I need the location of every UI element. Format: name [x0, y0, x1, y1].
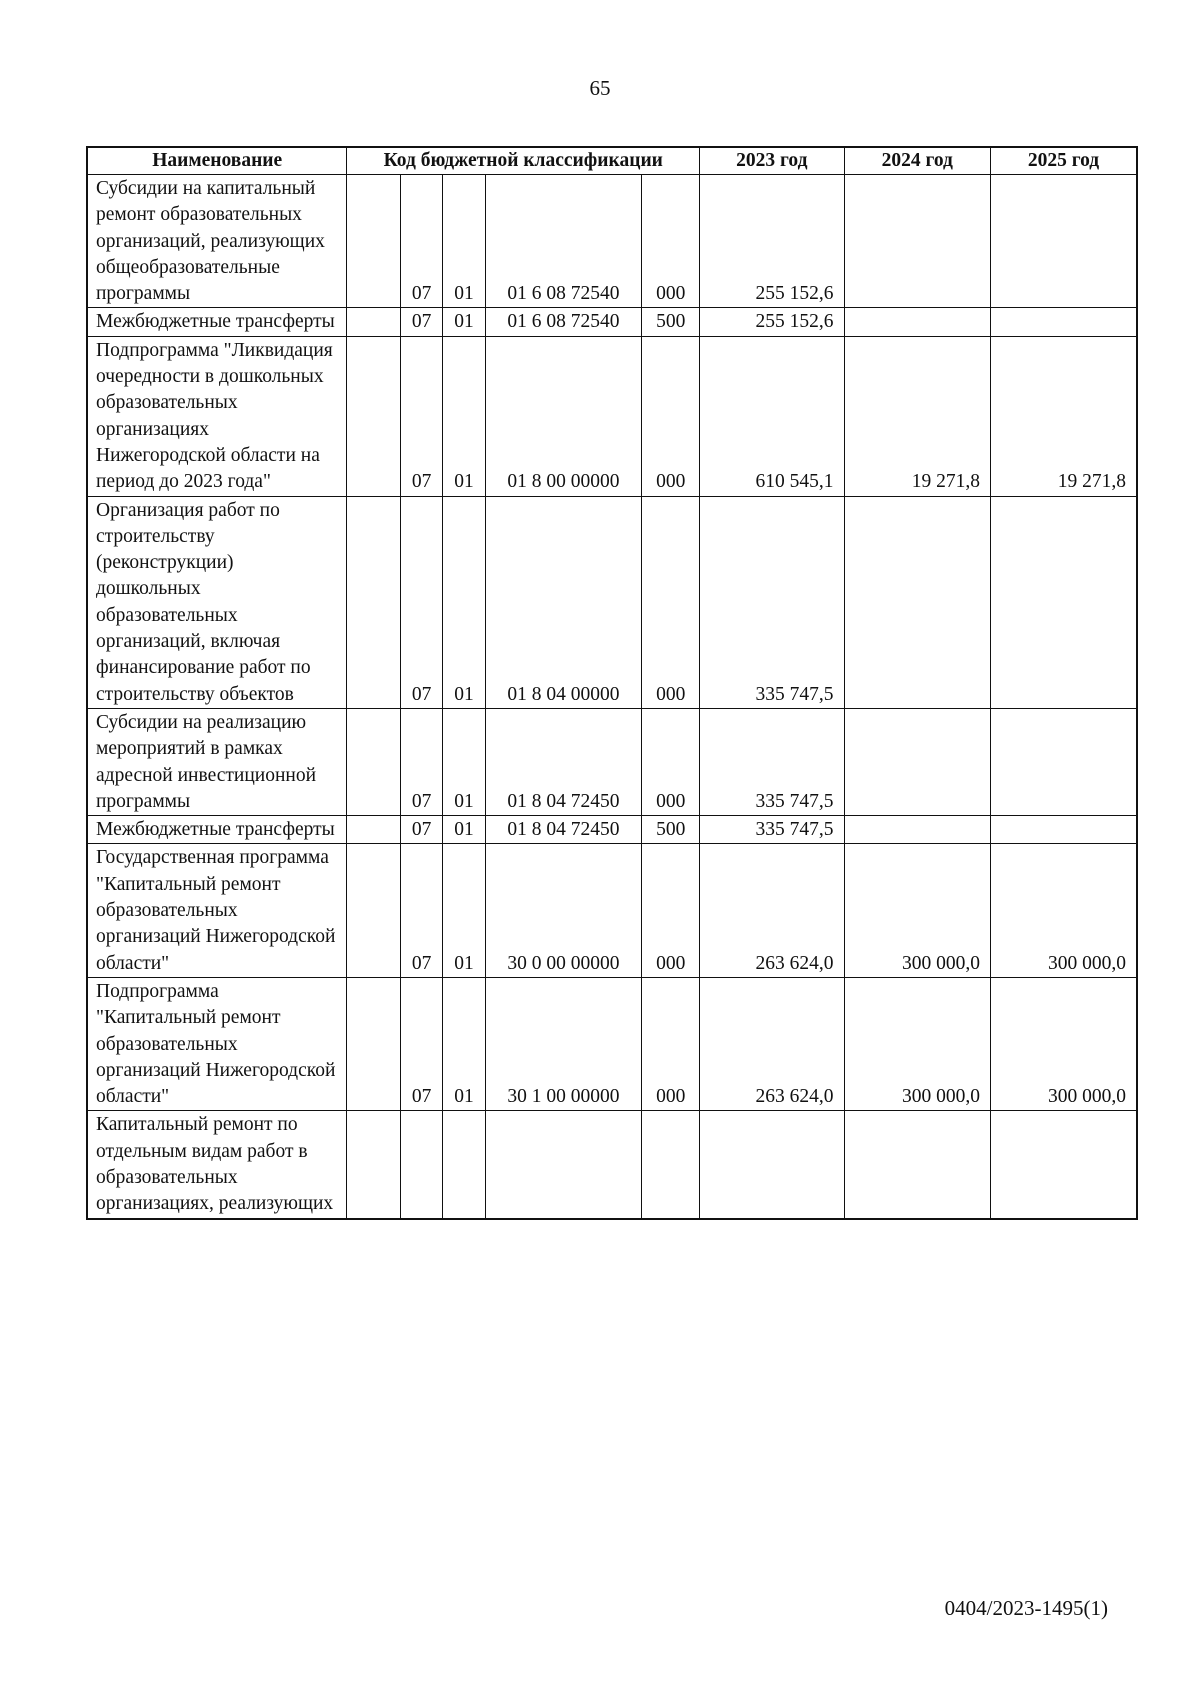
table-row — [87, 708, 1137, 815]
row-section: 07 — [401, 708, 443, 815]
header-2023: 2023 год — [700, 147, 844, 175]
row-target-article: 30 0 00 00000 — [485, 844, 642, 977]
row-amount-2025: 19 271,8 — [990, 336, 1137, 496]
row-code-blank — [347, 336, 401, 496]
row-code-blank — [347, 844, 401, 977]
row-amount-2023 — [700, 1111, 844, 1219]
row-expense-type: 000 — [642, 175, 700, 308]
row-section: 07 — [401, 308, 443, 336]
row-name: Межбюджетные трансферты — [87, 308, 347, 336]
row-expense-type: 000 — [642, 496, 700, 708]
row-amount-2025 — [990, 308, 1137, 336]
row-name: Субсидии на капитальный ремонт образовательных организаций, реализующих общеобразовательные программы — [87, 175, 347, 308]
table-row — [87, 175, 1137, 308]
table-row — [87, 816, 1137, 844]
header-2024: 2024 год — [844, 147, 990, 175]
row-amount-2023: 335 747,5 — [700, 708, 844, 815]
row-expense-type: 000 — [642, 336, 700, 496]
row-amount-2025: 300 000,0 — [990, 977, 1137, 1110]
table-row — [87, 336, 1137, 496]
row-amount-2023: 335 747,5 — [700, 496, 844, 708]
table-row — [87, 1111, 1137, 1219]
budget-table — [86, 146, 1138, 1220]
row-code-blank — [347, 977, 401, 1110]
table-row — [87, 977, 1137, 1110]
row-subsection: 01 — [443, 308, 485, 336]
row-amount-2023: 263 624,0 — [700, 977, 844, 1110]
row-section: 07 — [401, 175, 443, 308]
row-amount-2024 — [844, 308, 990, 336]
row-code-blank — [347, 308, 401, 336]
row-amount-2025 — [990, 1111, 1137, 1219]
row-amount-2023: 255 152,6 — [700, 308, 844, 336]
row-name: Государственная программа "Капитальный ремонт образовательных организаций Нижегородской области" — [87, 844, 347, 977]
row-amount-2024: 300 000,0 — [844, 977, 990, 1110]
row-name: Подпрограмма "Капитальный ремонт образовательных организаций Нижегородской области" — [87, 977, 347, 1110]
row-subsection: 01 — [443, 977, 485, 1110]
row-target-article: 01 6 08 72540 — [485, 175, 642, 308]
table-row — [87, 496, 1137, 708]
header-2025: 2025 год — [990, 147, 1137, 175]
row-name: Субсидии на реализацию мероприятий в рамках адресной инвестиционной программы — [87, 708, 347, 815]
row-section: 07 — [401, 336, 443, 496]
row-subsection: 01 — [443, 336, 485, 496]
row-code-blank — [347, 175, 401, 308]
document-id: 0404/2023-1495(1) — [944, 1596, 1108, 1620]
row-subsection: 01 — [443, 708, 485, 815]
row-amount-2024: 19 271,8 — [844, 336, 990, 496]
row-amount-2024 — [844, 1111, 990, 1219]
row-expense-type — [642, 1111, 700, 1219]
row-subsection: 01 — [443, 496, 485, 708]
row-target-article: 01 8 00 00000 — [485, 336, 642, 496]
row-amount-2023: 255 152,6 — [700, 175, 844, 308]
row-code-blank — [347, 496, 401, 708]
row-amount-2025 — [990, 496, 1137, 708]
row-amount-2023: 335 747,5 — [700, 816, 844, 844]
row-subsection: 01 — [443, 175, 485, 308]
row-amount-2023: 263 624,0 — [700, 844, 844, 977]
row-expense-type: 000 — [642, 708, 700, 815]
row-target-article: 30 1 00 00000 — [485, 977, 642, 1110]
row-subsection: 01 — [443, 816, 485, 844]
row-section: 07 — [401, 496, 443, 708]
row-target-article — [485, 1111, 642, 1219]
row-target-article: 01 6 08 72540 — [485, 308, 642, 336]
row-subsection: 01 — [443, 844, 485, 977]
table-body — [87, 175, 1137, 1219]
header-code: Код бюджетной классификации — [347, 147, 700, 175]
row-section: 07 — [401, 977, 443, 1110]
row-code-blank — [347, 708, 401, 815]
row-name: Подпрограмма "Ликвидация очередности в дошкольных образовательных организациях Нижегородской области на период до 2023 года" — [87, 336, 347, 496]
page-number: 65 — [589, 76, 611, 100]
row-amount-2024 — [844, 816, 990, 844]
row-amount-2024 — [844, 496, 990, 708]
row-section — [401, 1111, 443, 1219]
row-amount-2025 — [990, 708, 1137, 815]
table-row — [87, 844, 1137, 977]
row-amount-2025: 300 000,0 — [990, 844, 1137, 977]
table-header-row — [87, 147, 1137, 175]
row-name: Межбюджетные трансферты — [87, 816, 347, 844]
row-code-blank — [347, 1111, 401, 1219]
header-name: Наименование — [87, 147, 347, 175]
row-subsection — [443, 1111, 485, 1219]
row-target-article: 01 8 04 00000 — [485, 496, 642, 708]
row-code-blank — [347, 816, 401, 844]
row-amount-2024 — [844, 708, 990, 815]
row-expense-type: 000 — [642, 977, 700, 1110]
row-amount-2024: 300 000,0 — [844, 844, 990, 977]
row-target-article: 01 8 04 72450 — [485, 816, 642, 844]
row-name: Организация работ по строительству (реконструкции) дошкольных образовательных организаций, включая финансирование работ по строительству объектов — [87, 496, 347, 708]
row-section: 07 — [401, 844, 443, 977]
row-amount-2023: 610 545,1 — [700, 336, 844, 496]
row-target-article: 01 8 04 72450 — [485, 708, 642, 815]
row-expense-type: 500 — [642, 308, 700, 336]
row-expense-type: 000 — [642, 844, 700, 977]
row-amount-2025 — [990, 816, 1137, 844]
table-row — [87, 308, 1137, 336]
row-amount-2025 — [990, 175, 1137, 308]
row-section: 07 — [401, 816, 443, 844]
row-name: Капитальный ремонт по отдельным видам работ в образовательных организациях, реализующих — [87, 1111, 347, 1219]
row-expense-type: 500 — [642, 816, 700, 844]
row-amount-2024 — [844, 175, 990, 308]
